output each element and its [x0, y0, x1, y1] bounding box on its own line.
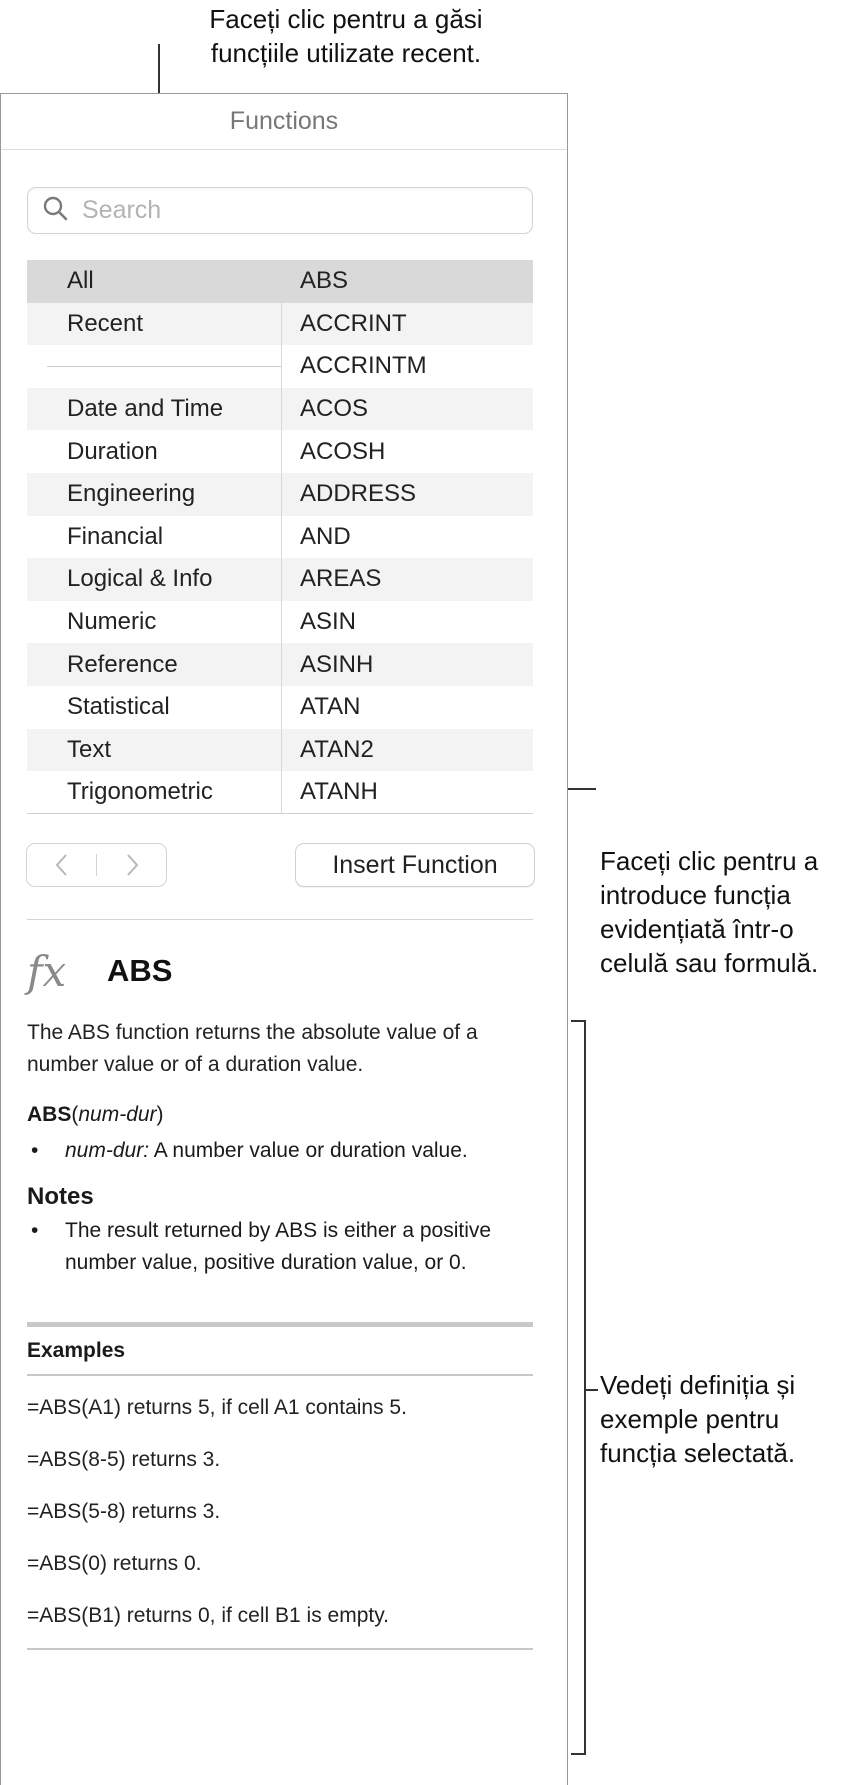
notes-heading: Notes: [27, 1183, 94, 1210]
chevron-left-icon: [54, 852, 70, 878]
bullet-dot: •: [31, 1139, 39, 1162]
argument-name: num-dur:: [65, 1139, 150, 1162]
definition-bracket-bottom: [571, 1753, 586, 1755]
note-item: [27, 1215, 533, 1279]
bullet-dot: •: [31, 1219, 39, 1242]
example-item: =ABS(8-5) returns 3.: [27, 1448, 221, 1471]
category-reference[interactable]: Reference: [27, 643, 281, 686]
category-date-and-time[interactable]: Date and Time: [27, 388, 281, 431]
chevron-right-icon: [124, 852, 140, 878]
function-name: ABS: [107, 953, 173, 988]
examples-end-rule: [27, 1648, 533, 1650]
function-atan[interactable]: ATAN: [300, 693, 361, 721]
examples-list: [27, 1382, 533, 1642]
search-icon: [42, 195, 68, 226]
function-atanh[interactable]: ATANH: [300, 778, 378, 806]
function-acosh[interactable]: ACOSH: [300, 437, 386, 465]
detail-divider: [27, 919, 533, 920]
category-all[interactable]: All: [27, 260, 281, 303]
definition-bracket: [584, 1020, 586, 1755]
insert-function-button[interactable]: Insert Function: [295, 843, 535, 887]
function-list: [282, 260, 533, 813]
function-syntax: ABS(num-dur): [27, 1103, 164, 1126]
panel-title: Functions: [1, 94, 567, 150]
function-detail: [27, 939, 533, 1650]
note-text: The result returned by ABS is either a positive number value, positive duration value, or 0.: [65, 1219, 492, 1274]
category-statistical[interactable]: Statistical: [67, 693, 170, 721]
forward-button[interactable]: [97, 844, 166, 886]
functions-panel: [0, 93, 568, 1785]
function-atan2[interactable]: ATAN2: [282, 729, 533, 772]
function-address[interactable]: ADDRESS: [282, 473, 533, 516]
definition-callout: Vedeți definiția și exemple pentru funcția selectată.: [600, 1370, 796, 1468]
example-item: =ABS(5-8) returns 3.: [27, 1500, 221, 1523]
category-recent[interactable]: Recent: [27, 303, 281, 346]
function-description: The ABS function returns the absolute value of a number value or of a duration value.: [27, 1021, 478, 1076]
argument-description: A number value or duration value.: [149, 1139, 468, 1162]
search-input[interactable]: [82, 196, 502, 225]
examples-heading-rule: [27, 1374, 533, 1376]
category-numeric[interactable]: Numeric: [67, 608, 157, 636]
function-acos[interactable]: ACOS: [282, 388, 533, 431]
category-text[interactable]: Text: [27, 729, 281, 772]
fx-icon: fx: [27, 946, 67, 996]
function-and[interactable]: AND: [300, 522, 351, 550]
insert-callout: Faceți clic pentru a introduce funcția evidențiată într-o celulă sau formulă.: [600, 846, 819, 978]
function-abs[interactable]: ABS: [282, 260, 533, 303]
function-browser: [27, 260, 533, 814]
category-list: [27, 260, 282, 813]
function-accrintm[interactable]: ACCRINTM: [300, 352, 427, 380]
back-button[interactable]: [27, 844, 96, 886]
function-header: [27, 939, 533, 1003]
function-accrint[interactable]: ACCRINT: [282, 303, 533, 346]
category-logical-info[interactable]: Logical & Info: [27, 558, 281, 601]
example-item: =ABS(A1) returns 5, if cell A1 contains 5.: [27, 1396, 407, 1419]
example-item: =ABS(B1) returns 0, if cell B1 is empty.: [27, 1604, 389, 1627]
argument-item: [27, 1135, 533, 1167]
function-asin[interactable]: ASIN: [300, 608, 357, 636]
search-field[interactable]: [27, 187, 533, 234]
category-financial[interactable]: Financial: [67, 522, 164, 550]
definition-bracket-tick: [584, 1389, 598, 1391]
definition-bracket-top: [571, 1020, 586, 1022]
category-separator: [27, 345, 281, 388]
function-asinh[interactable]: ASINH: [282, 643, 533, 686]
examples-heading: Examples: [27, 1338, 126, 1362]
category-trigonometric[interactable]: Trigonometric: [67, 778, 213, 806]
recent-callout: Faceți clic pentru a găsi funcțiile utilizate recent.: [209, 4, 483, 68]
category-engineering[interactable]: Engineering: [27, 473, 281, 516]
history-nav: [26, 843, 167, 887]
function-areas[interactable]: AREAS: [282, 558, 533, 601]
example-item: =ABS(0) returns 0.: [27, 1552, 202, 1575]
category-duration[interactable]: Duration: [67, 437, 158, 465]
